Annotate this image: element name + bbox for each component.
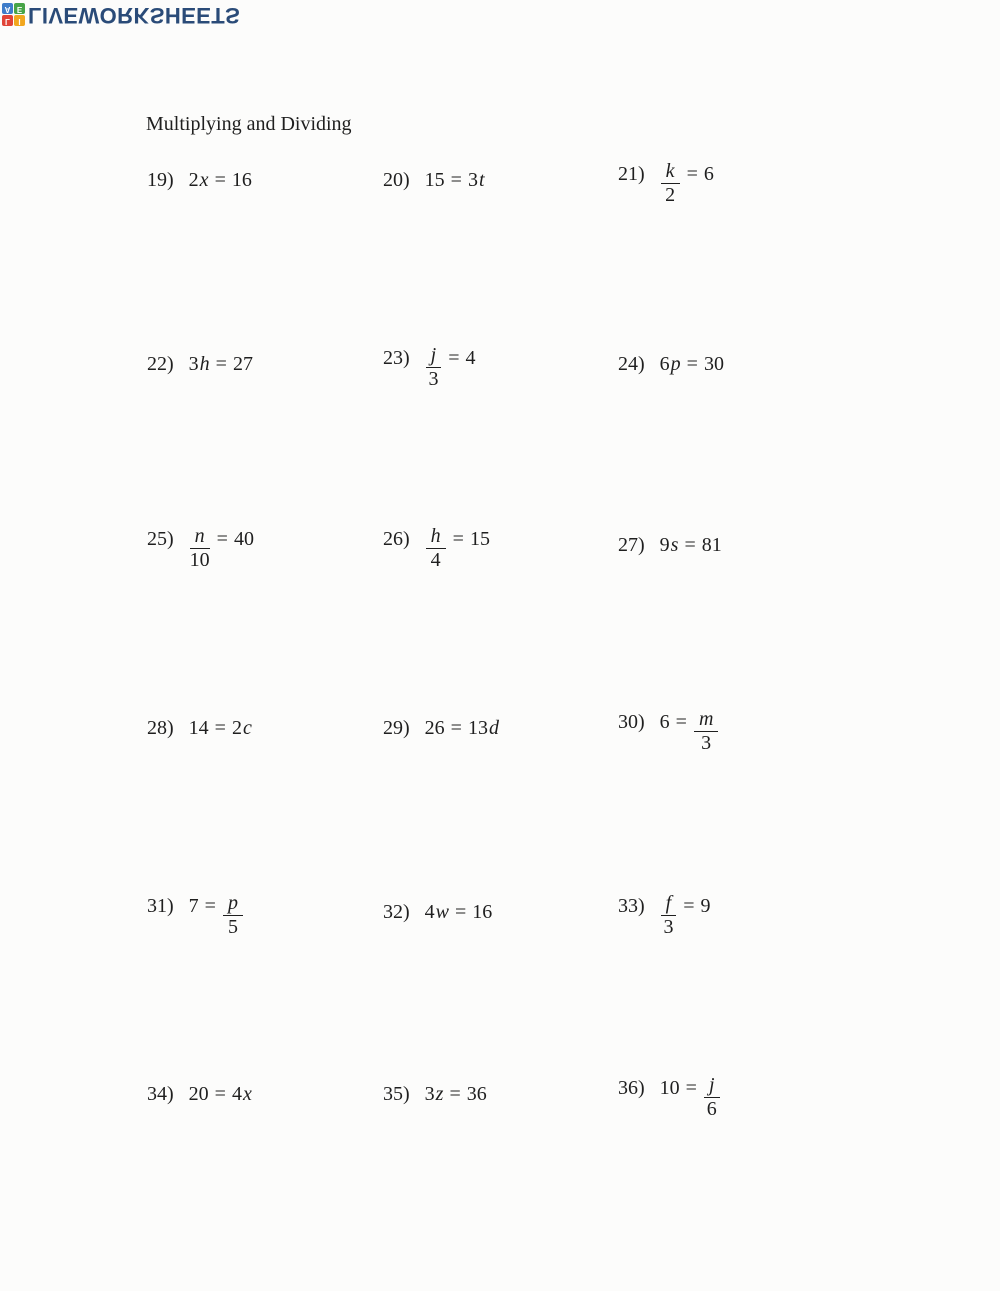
problem-item: [618, 894, 711, 937]
problem-number: 23): [383, 347, 410, 369]
problem-number: 26): [383, 528, 410, 550]
logo-square-letter: E: [16, 4, 23, 14]
number: 30: [703, 353, 724, 375]
variable: w: [435, 901, 450, 923]
equals-sign: =: [216, 528, 228, 550]
number: 2: [231, 717, 242, 739]
number: 13: [467, 717, 488, 739]
fraction-numerator: f: [661, 894, 677, 916]
problem-item: [147, 1082, 252, 1106]
problem-item: [147, 894, 244, 937]
problem-number: 30): [618, 711, 645, 733]
problem-number: 24): [618, 353, 645, 375]
fraction-denominator: 10: [189, 549, 210, 571]
number: 6: [703, 163, 714, 185]
problem-item: [147, 716, 252, 740]
problem-number: 21): [618, 163, 645, 185]
variable: h: [199, 353, 210, 375]
variable: d: [488, 717, 499, 739]
logo-square: [2, 3, 13, 14]
problem-item: [618, 1076, 721, 1119]
fraction: [704, 1076, 720, 1119]
equals-sign: =: [450, 169, 462, 191]
equals-sign: =: [686, 163, 698, 185]
number: 4: [465, 347, 476, 369]
problem-equation: [189, 353, 253, 375]
problem-equation: [660, 534, 722, 556]
problem-equation: [660, 353, 724, 375]
variable: z: [435, 1083, 444, 1105]
variable: x: [242, 1083, 252, 1105]
problem-number: 31): [147, 895, 174, 917]
logo-square: [2, 15, 13, 26]
equals-sign: =: [215, 353, 227, 375]
page-title: Multiplying and Dividing: [146, 113, 352, 135]
fraction: [426, 346, 442, 389]
problem-item: [147, 168, 252, 192]
number: 15: [424, 169, 445, 191]
equals-sign: =: [450, 717, 462, 739]
problem-number: 19): [147, 169, 174, 191]
variable: t: [478, 169, 485, 191]
problem-equation: [425, 717, 499, 739]
problem-item: [383, 1082, 487, 1106]
logo-square-letter: L: [5, 16, 10, 26]
number: 2: [188, 169, 199, 191]
equals-sign: =: [214, 1083, 226, 1105]
problem-equation: [425, 525, 490, 571]
liveworksheets-logo-icon: [2, 3, 25, 26]
problem-item: [383, 716, 499, 740]
number: 14: [188, 717, 209, 739]
problem-equation: [659, 1074, 721, 1120]
fraction-numerator: k: [661, 162, 680, 184]
problem-item: [618, 352, 724, 376]
logo-square: [14, 15, 25, 26]
problem-number: 36): [618, 1077, 645, 1099]
number: 16: [472, 901, 493, 923]
liveworksheets-logo: [2, 3, 240, 26]
problem-equation: [188, 892, 244, 938]
fraction-denominator: 3: [663, 916, 674, 938]
equals-sign: =: [455, 901, 467, 923]
fraction-numerator: p: [223, 894, 243, 916]
logo-square-letter: I: [18, 16, 21, 26]
problem-item: [383, 346, 476, 389]
fraction-denominator: 5: [227, 916, 238, 938]
equals-sign: =: [452, 528, 464, 550]
fraction-denominator: 3: [428, 368, 439, 390]
variable: c: [242, 717, 252, 739]
problem-equation: [189, 525, 254, 571]
fraction-numerator: n: [190, 527, 210, 549]
fraction: [223, 894, 243, 937]
number: 81: [701, 534, 722, 556]
problem-item: [618, 533, 722, 557]
problem-number: 33): [618, 895, 645, 917]
equals-sign: =: [204, 895, 216, 917]
number: 9: [700, 895, 711, 917]
number: 40: [233, 528, 254, 550]
fraction: [694, 710, 718, 753]
variable: s: [670, 534, 679, 556]
fraction-numerator: m: [694, 710, 718, 732]
variable: x: [199, 169, 209, 191]
problem-equation: [425, 901, 493, 923]
fraction-numerator: j: [704, 1076, 720, 1098]
problem-equation: [425, 169, 485, 191]
problem-equation: [660, 892, 711, 938]
problem-number: 34): [147, 1083, 174, 1105]
problem-item: [383, 900, 492, 924]
problem-number: 32): [383, 901, 410, 923]
problem-equation: [660, 160, 714, 206]
logo-square-letter: A: [4, 4, 11, 14]
fraction-denominator: 3: [701, 732, 712, 754]
variable: p: [670, 353, 681, 375]
number: 16: [231, 169, 252, 191]
number: 6: [659, 353, 670, 375]
fraction: [661, 894, 677, 937]
fraction-denominator: 6: [706, 1098, 717, 1120]
fraction-denominator: 4: [430, 549, 441, 571]
problem-equation: [189, 717, 252, 739]
problem-item: [147, 352, 253, 376]
problem-equation: [189, 169, 252, 191]
problem-item: [383, 527, 490, 570]
problem-number: 20): [383, 169, 410, 191]
number: 20: [188, 1083, 209, 1105]
equals-sign: =: [686, 353, 698, 375]
problem-item: [618, 162, 714, 205]
equals-sign: =: [684, 534, 696, 556]
number: 6: [659, 711, 670, 733]
fraction: [426, 527, 446, 570]
number: 26: [424, 717, 445, 739]
equals-sign: =: [448, 347, 460, 369]
number: 10: [659, 1077, 680, 1099]
problem-item: [618, 710, 719, 753]
problem-item: [383, 168, 485, 192]
liveworksheets-brand-text: LIVEWORKSHEETS: [28, 2, 241, 28]
problem-number: 28): [147, 717, 174, 739]
problem-item: [147, 527, 254, 570]
fraction: [661, 162, 680, 205]
number: 3: [467, 169, 478, 191]
logo-square: [14, 3, 25, 14]
fraction: [190, 527, 210, 570]
equals-sign: =: [449, 1083, 461, 1105]
problem-equation: [189, 1083, 252, 1105]
number: 4: [424, 901, 435, 923]
equals-sign: =: [214, 169, 226, 191]
number: 9: [659, 534, 670, 556]
equals-sign: =: [683, 895, 695, 917]
number: 3: [188, 353, 199, 375]
equals-sign: =: [675, 711, 687, 733]
fraction-numerator: j: [426, 346, 442, 368]
problem-number: 25): [147, 528, 174, 550]
fraction-numerator: h: [426, 527, 446, 549]
equals-sign: =: [685, 1077, 697, 1099]
number: 27: [232, 353, 253, 375]
problem-equation: [659, 708, 720, 754]
problem-number: 27): [618, 534, 645, 556]
equals-sign: =: [214, 717, 226, 739]
problem-equation: [425, 1083, 487, 1105]
problem-number: 35): [383, 1083, 410, 1105]
number: 3: [424, 1083, 435, 1105]
number: 7: [188, 895, 199, 917]
number: 15: [469, 528, 490, 550]
problem-equation: [425, 344, 476, 390]
number: 36: [466, 1083, 487, 1105]
number: 4: [231, 1083, 242, 1105]
problem-number: 29): [383, 717, 410, 739]
fraction-denominator: 2: [665, 184, 676, 206]
problem-number: 22): [147, 353, 174, 375]
